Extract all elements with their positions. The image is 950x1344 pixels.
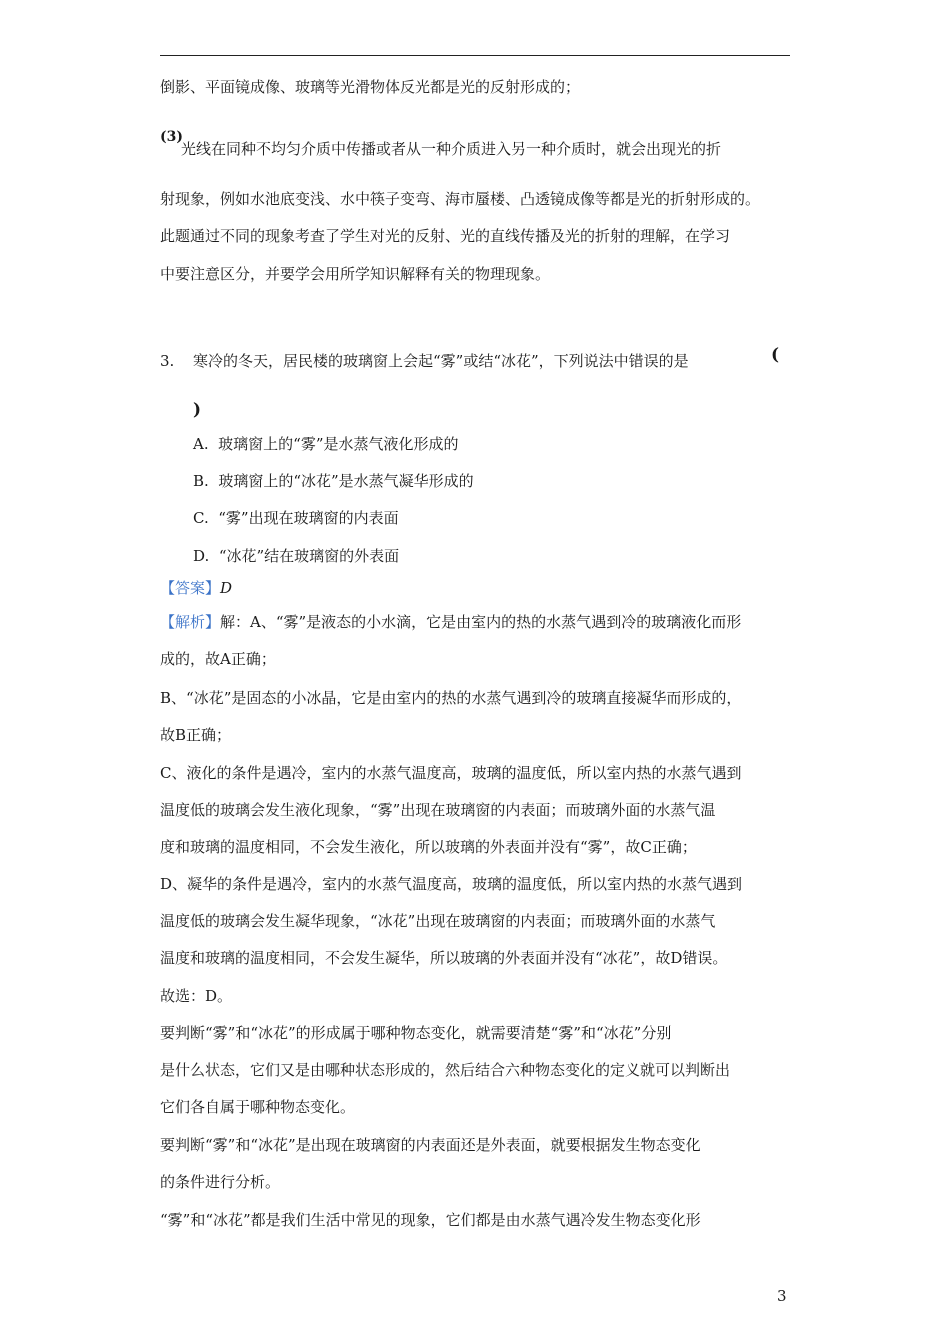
analysis-line-11: 故选：D。 <box>160 987 233 1005</box>
analysis-line-17: “雾”和“冰花”都是我们生活中常见的现象，它们都是由水蒸气遇冷发生物态变化形 <box>160 1211 701 1229</box>
question-number: 3. <box>160 352 175 370</box>
option-d <box>193 546 399 566</box>
question-open-paren: ( <box>771 345 780 365</box>
analysis-line-5: C、液化的条件是遇冷，室内的水蒸气温度高，玻璃的温度低，所以室内热的水蒸气遇到 <box>160 764 742 782</box>
option-c <box>193 508 399 528</box>
prev-line-4: 此题通过不同的现象考查了学生对光的反射、光的直线传播及光的折射的理解，在学习 <box>160 227 731 245</box>
analysis-line-13: 是什么状态，它们又是由哪种状态形成的，然后结合六种物态变化的定义就可以判断出 <box>160 1061 731 1079</box>
analysis-line-14: 它们各自属于哪种物态变化。 <box>160 1098 356 1116</box>
option-a <box>193 434 459 454</box>
analysis-line-1 <box>160 612 741 632</box>
item-marker-3: (3) <box>160 129 183 145</box>
analysis-text: 解：A、“雾”是液态的小水滴，它是由室内的热的水蒸气遇到冷的玻璃液化而形 <box>220 613 742 631</box>
analysis-line-15: 要判断“雾”和“冰花”是出现在玻璃窗的内表面还是外表面，就要根据发生物态变化 <box>160 1136 701 1154</box>
page-number: 3 <box>777 1287 787 1305</box>
question-stem: 寒冷的冬天，居民楼的玻璃窗上会起“雾”或结“冰花”，下列说法中错误的是 <box>193 352 689 370</box>
analysis-line-10: 温度和玻璃的温度相同，不会发生凝华，所以玻璃的外表面并没有“冰花”，故D错误。 <box>160 949 728 967</box>
answer-value: D <box>220 579 233 597</box>
option-b <box>193 471 474 491</box>
analysis-line-8: D、凝华的条件是遇冷，室内的水蒸气温度高，玻璃的温度低，所以室内热的水蒸气遇到 <box>160 875 743 893</box>
analysis-line-12: 要判断“雾”和“冰花”的形成属于哪种物态变化，就需要清楚“雾”和“冰花”分别 <box>160 1024 672 1042</box>
option-label: C. <box>193 509 209 527</box>
option-text: “雾”出现在玻璃窗的内表面 <box>218 509 399 527</box>
analysis-line-3: B、“冰花”是固态的小冰晶，它是由室内的热的水蒸气遇到冷的玻璃直接凝华而形成的， <box>160 689 742 707</box>
analysis-line-6: 温度低的玻璃会发生液化现象，“雾”出现在玻璃窗的内表面；而玻璃外面的水蒸气温 <box>160 801 716 819</box>
header-rule <box>160 55 790 56</box>
prev-line-5: 中要注意区分，并要学会用所学知识解释有关的物理现象。 <box>160 265 551 283</box>
analysis-line-16: 的条件进行分析。 <box>160 1173 281 1191</box>
option-text: 玻璃窗上的“雾”是水蒸气液化形成的 <box>218 435 459 453</box>
analysis-line-4: 故B正确； <box>160 726 232 744</box>
answer-tag: 【答案】 <box>160 579 221 597</box>
analysis-line-7: 度和玻璃的温度相同，不会发生液化，所以玻璃的外表面并没有“雾”，故C正确； <box>160 838 697 856</box>
prev-line-3: 射现象，例如水池底变浅、水中筷子变弯、海市蜃楼、凸透镜成像等都是光的折射形成的。 <box>160 190 761 208</box>
analysis-tag: 【解析】 <box>160 613 221 631</box>
question-close-paren: ) <box>193 400 202 420</box>
option-label: B. <box>193 472 209 490</box>
option-text: “冰花”结在玻璃窗的外表面 <box>218 547 400 565</box>
analysis-line-2: 成的，故A正确； <box>160 650 276 668</box>
prev-line-2: 光线在同种不均匀介质中传播或者从一种介质进入另一种介质时，就会出现光的折 <box>181 140 722 158</box>
analysis-line-9: 温度低的玻璃会发生凝华现象，“冰花”出现在玻璃窗的内表面；而玻璃外面的水蒸气 <box>160 912 716 930</box>
option-text: 玻璃窗上的“冰花”是水蒸气凝华形成的 <box>218 472 474 490</box>
option-label: A. <box>193 435 209 453</box>
prev-line-1: 倒影、平面镜成像、玻璃等光滑物体反光都是光的反射形成的； <box>160 78 581 96</box>
answer-line <box>160 578 232 598</box>
option-label: D. <box>193 547 210 565</box>
